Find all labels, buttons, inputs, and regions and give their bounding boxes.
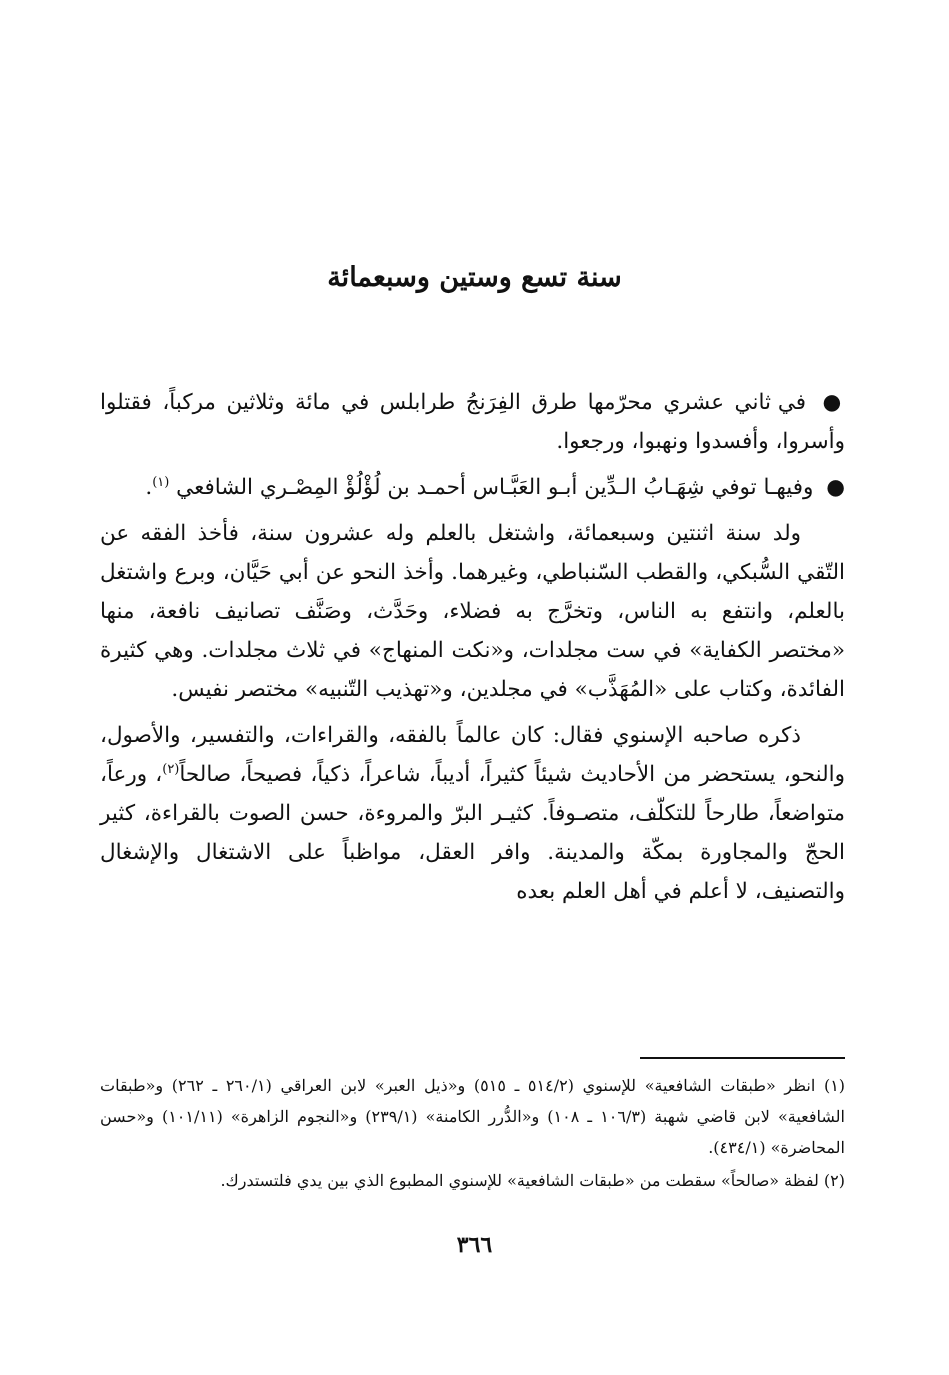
section-title: سنة تسع وستين وسبعمائة — [327, 262, 622, 293]
isnawi-text-a: ذكره صاحبه الإسنوي فقال: كان عالماً بالفقه، والقراءات، والتفسير، والأصول، والنحو، يستحضر من الأحاديث شيئاً كثيراً، أديباً، شاعراً، ذكياً، فصيحاً، صالحاً — [100, 723, 845, 787]
event-paragraph — [100, 383, 845, 461]
isnawi-text-b: ، ورعاً، متواضعاً، طارحاً للتكلّف، متصـوفاً. كثيـر البرّ والمروءة، حسن الصوت بالقراءة، كثير الحجّ والمجاورة بمكّة والمدينة. وافر العقل، مواظباً على الاشتغال والإشغال والتصنيف، لا أعلم في أهل العلم بعده — [100, 762, 845, 904]
bullet-icon: ● — [826, 475, 845, 500]
footnote-2: (٢) لفظة «صالحاً» سقطت من «طبقات الشافعية» للإسنوي المطبوع الذي بين يدي فلتستدرك. — [220, 1171, 845, 1190]
isnawi-paragraph — [100, 716, 845, 911]
death-paragraph — [100, 468, 845, 507]
footnote-divider — [640, 1057, 845, 1059]
page-number: ٣٦٦ — [456, 1232, 493, 1258]
footnote-ref-1: (١) — [152, 474, 170, 490]
event-text: في ثاني عشري محرّمها طرق الفِرَنجُ طرابلس في مائة وثلاثين مركباً، فقتلوا وأسروا، وأفسدوا ونهبوا، ورجعوا. — [100, 390, 845, 454]
footnote-1: (١) انظر «طبقات الشافعية» للإسنوي (٥١٤/٢ ـ ٥١٥) و«ذيل العبر» لابن العراقي (٢٦٠/١ ـ ٢٦٢) و«طبقات الشافعية» لابن قاضي شهبة (١٠٦/٣ ـ ١٠٨) و«الدُّرر الكامنة» (٢٣٩/١) و«النجوم الزاهرة» (١٠١/١١) و«حسن المحاضرة» (٤٣٤/١). — [100, 1076, 846, 1157]
death-text: وفيهـا توفي شِهَـابُ الـدِّين أبـو العَبَّـاس أحمـد بن لُؤْلُؤْ المِصْـري الشافعي — [176, 475, 814, 500]
bullet-icon: ● — [822, 390, 845, 415]
footnote-ref-2: (٢) — [162, 761, 180, 777]
biography-paragraph: ولد سنة اثنتين وسبعمائة، واشتغل بالعلم وله عشرون سنة، فأخذ الفقه عن التّقي السُّبكي، والقطب السّنباطي، وغيرهما. وأخذ النحو عن أبي حَيَّان، وبرع واشتغل بالعلم، وانتفع به الناس، وتخرَّج به فضلاء، وحَدَّث، وصَنَّف تصانيف نافعة، منها «مختصر الكفاية» في ست مجلدات، و«نكت المنهاج» في ثلاث مجلدات. وهي كثيرة الفائدة، وكتاب على «المُهَذَّب» في مجلدين، و«تهذيب التّنبيه» مختصر نفيس. — [100, 521, 845, 702]
death-text-end: . — [145, 475, 153, 500]
footnotes — [100, 1070, 845, 1196]
main-text — [100, 383, 845, 918]
